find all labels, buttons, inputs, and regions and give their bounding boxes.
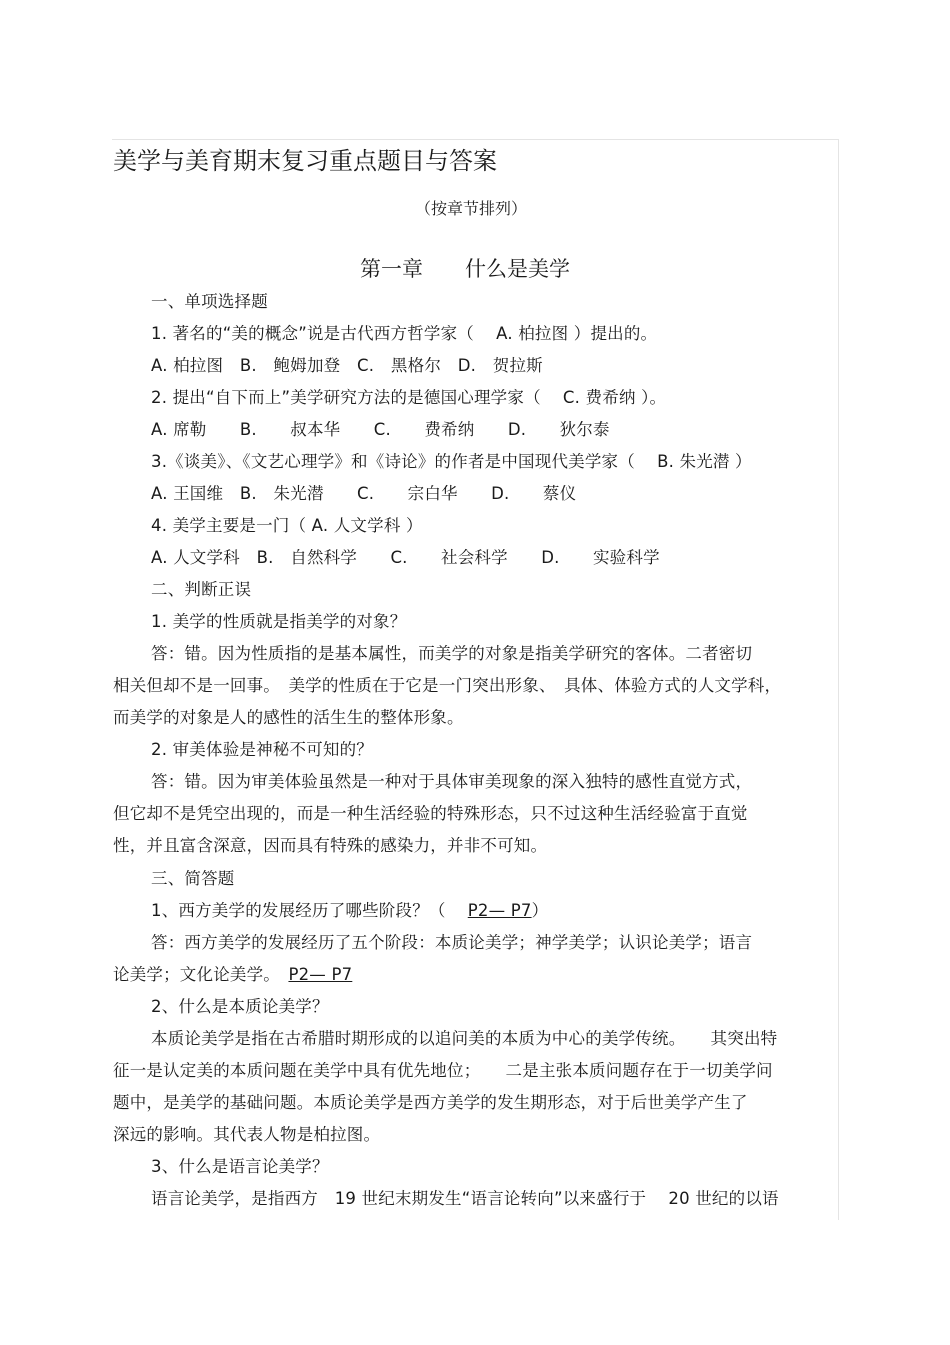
answer-text-line: 答：错。因为性质指的是基本属性，而美学的对象是指美学研究的客体。二者密切 — [151, 644, 753, 663]
short-question-3: 3、什么是语言论美学？ — [151, 1157, 329, 1176]
short-question-2: 2、什么是本质论美学？ — [151, 997, 329, 1016]
short-question-1 — [151, 901, 548, 921]
answer-text-line: 性，并且富含深意，因而具有特殊的感染力，并非不可知。 — [113, 836, 548, 855]
document-title: 美学与美育期末复习重点题目与答案 — [113, 147, 497, 175]
answer-text-line: 但它却不是凭空出现的，而是一种生活经验的特殊形态，只不过这种生活经验富于直觉 — [113, 804, 748, 823]
section-heading-judgement: 二、判断正误 — [151, 580, 252, 599]
short-question-1-text: 1、西方美学的发展经历了哪些阶段？（ — [151, 901, 468, 920]
section-heading-choice: 一、单项选择题 — [151, 292, 268, 311]
judgement-2: 2. 审美体验是神秘不可知的？ — [151, 740, 373, 759]
options-1: A. 柏拉图 B. 鲍姆加登 C. 黑格尔 D. 贺拉斯 — [151, 356, 543, 375]
answer-text-line: 题中，是美学的基础问题。本质论美学是西方美学的发生期形态，对于后世美学产生了 — [113, 1093, 748, 1112]
options-4: A. 人文学科 B. 自然科学 C. 社会科学 D. 实验科学 — [151, 548, 660, 567]
answer-text-line: 相关但却不是一回事。 美学的性质在于它是一门突出形象、 具体、体验方式的人文学科， — [113, 676, 782, 695]
question-3: 3.《谈美》、《文艺心理学》和《诗论》的作者是中国现代美学家（ B. 朱光潜 ） — [151, 452, 752, 471]
page-reference: P2— P7 — [467, 901, 532, 920]
judgement-1: 1. 美学的性质就是指美学的对象？ — [151, 612, 407, 631]
answer-text-line: 语言论美学，是指西方 19 世纪末期发生“语言论转向”以来盛行于 20 世纪的以语 — [151, 1189, 779, 1208]
answer-text-line: 答：错。因为审美体验虽然是一种对于具体审美现象的深入独特的感性直觉方式， — [151, 772, 753, 791]
question-4: 4. 美学主要是一门（ A. 人文学科 ） — [151, 516, 423, 535]
answer-text-line: 答：西方美学的发展经历了五个阶段：本质论美学；神学美学；认识论美学；语言 — [151, 933, 753, 952]
document-subtitle: （按章节排列） — [415, 199, 528, 218]
options-3: A. 王国维 B. 朱光潜 C. 宗白华 D. 蔡仪 — [151, 484, 577, 503]
answer-text-line: 而美学的对象是人的感性的活生生的整体形象。 — [113, 708, 464, 727]
question-2: 2. 提出“自下而上”美学研究方法的是德国心理学家（ C. 费希纳 ）。 — [151, 388, 667, 407]
short-question-1-close: ） — [531, 901, 549, 920]
answer-text: 论美学；文化论美学。 — [113, 965, 289, 984]
options-2: A. 席勒 B. 叔本华 C. 费希纳 D. 狄尔泰 — [151, 420, 610, 439]
page-reference: P2— P7 — [288, 965, 353, 984]
answer-text-line: 深远的影响。其代表人物是柏拉图。 — [113, 1125, 381, 1144]
question-1: 1. 著名的“美的概念”说是古代西方哲学家（ A. 柏拉图 ）提出的。 — [151, 324, 658, 343]
chapter-heading: 第一章 什么是美学 — [360, 257, 570, 281]
answer-text-line — [113, 965, 352, 985]
answer-text-line: 本质论美学是指在古希腊时期形成的以追问美的本质为中心的美学传统。 其突出特 — [151, 1029, 778, 1048]
answer-text-line: 征一是认定美的本质问题在美学中具有优先地位； 二是主张本质问题存在于一切美学问 — [113, 1061, 773, 1080]
section-heading-short-answer: 三、简答题 — [151, 869, 235, 888]
